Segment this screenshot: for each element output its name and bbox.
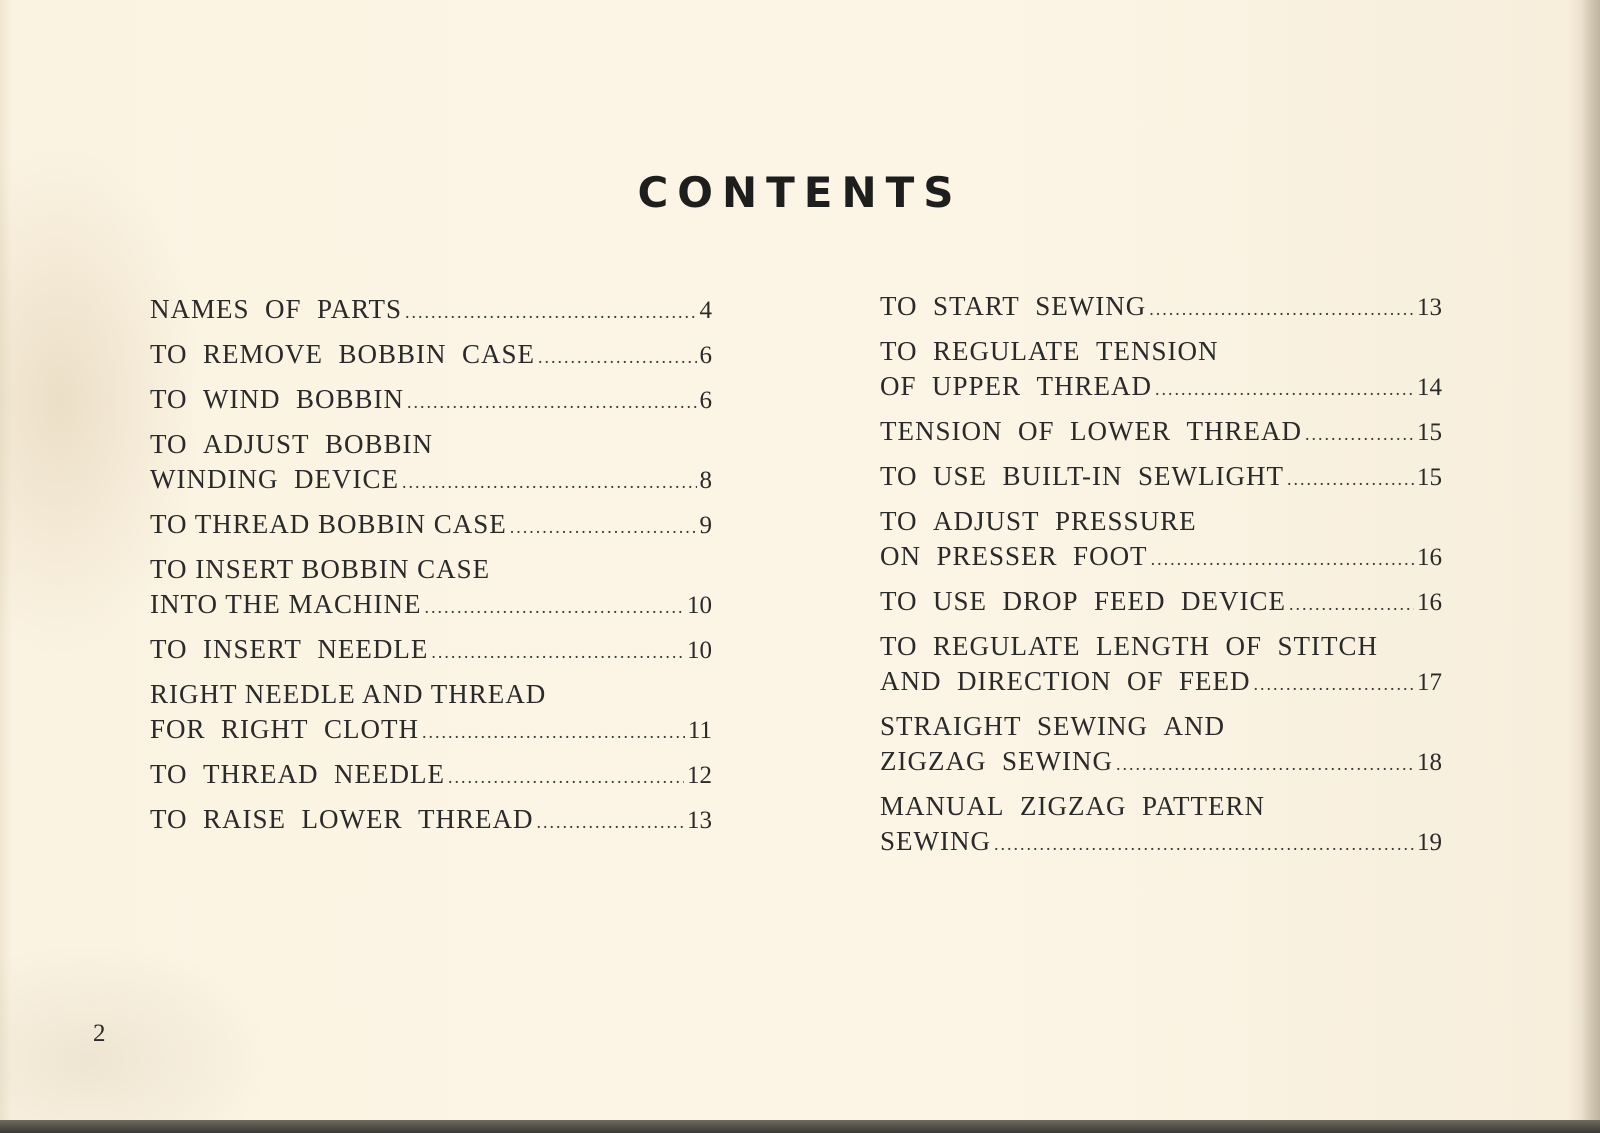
- dot-leader: [1149, 292, 1414, 327]
- toc-entry-label: TO THREAD BOBBIN CASE: [150, 509, 507, 539]
- dot-leader: [422, 715, 685, 750]
- toc-right-column: [880, 289, 1442, 862]
- toc-entry: [880, 629, 1442, 702]
- toc-page-number: 15: [1417, 419, 1442, 446]
- dot-leader: [510, 510, 697, 545]
- toc-entry-label: TO REMOVE BOBBIN CASE: [150, 339, 536, 369]
- toc-entry-label: SEWING: [880, 826, 991, 856]
- dot-leader: [1254, 667, 1415, 702]
- dot-leader: [425, 590, 685, 625]
- toc-entry-line: [880, 504, 1442, 539]
- dot-leader: [994, 827, 1414, 862]
- toc-entry-line: [150, 292, 712, 330]
- toc-entry: [880, 789, 1442, 862]
- toc-entry-line: [150, 427, 712, 462]
- toc-entry-line: [150, 507, 712, 545]
- toc-entry: [150, 632, 712, 670]
- toc-entry: [150, 802, 712, 840]
- toc-entry-label: TO USE DROP FEED DEVICE: [880, 586, 1287, 616]
- toc-page-number: 6: [699, 342, 712, 369]
- toc-page-number: 8: [699, 467, 712, 494]
- toc-entry: [150, 337, 712, 375]
- toc-entry: [150, 292, 712, 330]
- entry-gap: [880, 407, 1442, 414]
- toc-page-number: 16: [1417, 589, 1442, 616]
- toc-entry-line: [150, 632, 712, 670]
- toc-entry-label: TO ADJUST PRESSURE: [880, 506, 1197, 536]
- entry-gap: [150, 750, 712, 757]
- entry-gap: [880, 577, 1442, 584]
- entry-gap: [150, 375, 712, 382]
- dot-leader: [407, 385, 697, 420]
- toc-entry-line: [880, 289, 1442, 327]
- dot-leader: [1116, 747, 1414, 782]
- toc-entry: [150, 382, 712, 420]
- toc-page-number: 15: [1417, 464, 1442, 491]
- toc-entry: [150, 757, 712, 795]
- toc-entry-line: [150, 462, 712, 500]
- dot-leader: [405, 295, 697, 330]
- dot-leader: [431, 635, 684, 670]
- dot-leader: [1289, 587, 1414, 622]
- entry-gap: [150, 420, 712, 427]
- toc-entry-line: [150, 712, 712, 750]
- toc-entry-label: TO REGULATE TENSION: [880, 336, 1219, 366]
- dot-leader: [1155, 372, 1414, 407]
- toc-entry-label: ZIGZAG SEWING: [880, 746, 1113, 776]
- dot-leader: [1151, 542, 1414, 577]
- toc-page-number: 10: [687, 637, 712, 664]
- entry-gap: [150, 670, 712, 677]
- toc-entry-label: TO START SEWING: [880, 291, 1147, 321]
- toc-page-number: 9: [699, 512, 712, 539]
- toc-entry-line: [150, 337, 712, 375]
- toc-entry: [150, 552, 712, 625]
- toc-entry-label: TENSION OF LOWER THREAD: [880, 416, 1302, 446]
- toc-entry: [880, 334, 1442, 407]
- toc-entry-line: [880, 584, 1442, 622]
- toc-entry-label: TO WIND BOBBIN: [150, 384, 404, 414]
- entry-gap: [150, 330, 712, 337]
- toc-entry-label: STRAIGHT SEWING AND: [880, 711, 1225, 741]
- entry-gap: [880, 782, 1442, 789]
- entry-gap: [880, 622, 1442, 629]
- toc-entry: [880, 584, 1442, 622]
- toc-entry-label: TO INSERT NEEDLE: [150, 634, 429, 664]
- page-bottom-edge: [0, 1120, 1600, 1133]
- toc-entry-label: INTO THE MACHINE: [150, 589, 422, 619]
- dot-leader: [448, 760, 684, 795]
- toc-entry-line: [150, 802, 712, 840]
- toc-entry-label: OF UPPER THREAD: [880, 371, 1153, 401]
- toc-entry-line: [880, 629, 1442, 664]
- toc-page-number: 13: [687, 807, 712, 834]
- toc-entry-label: AND DIRECTION OF FEED: [880, 666, 1251, 696]
- toc-entry-label: TO ADJUST BOBBIN: [150, 429, 434, 459]
- toc-entry-line: [880, 744, 1442, 782]
- toc-entry-label: TO INSERT BOBBIN CASE: [150, 554, 491, 584]
- entry-gap: [880, 497, 1442, 504]
- toc-entry-line: [880, 709, 1442, 744]
- dot-leader: [538, 340, 696, 375]
- dot-leader: [1287, 462, 1414, 497]
- toc-entry: [880, 289, 1442, 327]
- entry-gap: [150, 795, 712, 802]
- toc-entry: [880, 709, 1442, 782]
- dot-leader: [1305, 417, 1414, 452]
- toc-page-number: 19: [1417, 829, 1442, 856]
- dot-leader: [536, 805, 684, 840]
- toc-page-number: 10: [687, 592, 712, 619]
- dot-leader: [402, 465, 697, 500]
- toc-page-number: 14: [1417, 374, 1442, 401]
- toc-entry-line: [150, 757, 712, 795]
- toc-entry-label: TO USE BUILT-IN SEWLIGHT: [880, 461, 1284, 491]
- toc-page-number: 12: [687, 762, 712, 789]
- toc-entry-line: [880, 459, 1442, 497]
- toc-entry-label: MANUAL ZIGZAG PATTERN: [880, 791, 1265, 821]
- toc-entry: [150, 507, 712, 545]
- toc-entry-line: [880, 789, 1442, 824]
- toc-page-number: 13: [1417, 294, 1442, 321]
- toc-page-number: 4: [699, 297, 712, 324]
- toc-entry-line: [150, 552, 712, 587]
- toc-entry-line: [150, 587, 712, 625]
- toc-entry-label: TO REGULATE LENGTH OF STITCH: [880, 631, 1378, 661]
- entry-gap: [150, 625, 712, 632]
- toc-page-number: 18: [1417, 749, 1442, 776]
- entry-gap: [880, 452, 1442, 459]
- toc-entry-label: TO THREAD NEEDLE: [150, 759, 445, 789]
- page-number: 2: [93, 1020, 106, 1047]
- toc-page-number: 6: [699, 387, 712, 414]
- toc-entry-line: [880, 369, 1442, 407]
- toc-entry: [150, 427, 712, 500]
- page-title: CONTENTS: [637, 168, 963, 217]
- toc-entry-line: [150, 382, 712, 420]
- toc-entry-line: [880, 824, 1442, 862]
- toc-entry-line: [880, 334, 1442, 369]
- toc-entry-label: ON PRESSER FOOT: [880, 541, 1148, 571]
- toc-page-number: 17: [1417, 669, 1442, 696]
- toc-entry-label: TO RAISE LOWER THREAD: [150, 804, 534, 834]
- toc-entry: [880, 414, 1442, 452]
- toc-entry-line: [880, 539, 1442, 577]
- toc-entry-line: [880, 414, 1442, 452]
- toc-left-column: [150, 292, 712, 840]
- toc-entry-label: WINDING DEVICE: [150, 464, 399, 494]
- toc-entry-label: NAMES OF PARTS: [150, 294, 402, 324]
- toc-page-number: 16: [1417, 544, 1442, 571]
- toc-entry: [880, 504, 1442, 577]
- toc-entry: [880, 459, 1442, 497]
- toc-entry: [150, 677, 712, 750]
- toc-entry-label: RIGHT NEEDLE AND THREAD: [150, 679, 547, 709]
- entry-gap: [150, 545, 712, 552]
- toc-entry-line: [150, 677, 712, 712]
- toc-page-number: 11: [687, 717, 712, 744]
- entry-gap: [150, 500, 712, 507]
- entry-gap: [880, 702, 1442, 709]
- toc-entry-line: [880, 664, 1442, 702]
- toc-entry-label: FOR RIGHT CLOTH: [150, 714, 420, 744]
- entry-gap: [880, 327, 1442, 334]
